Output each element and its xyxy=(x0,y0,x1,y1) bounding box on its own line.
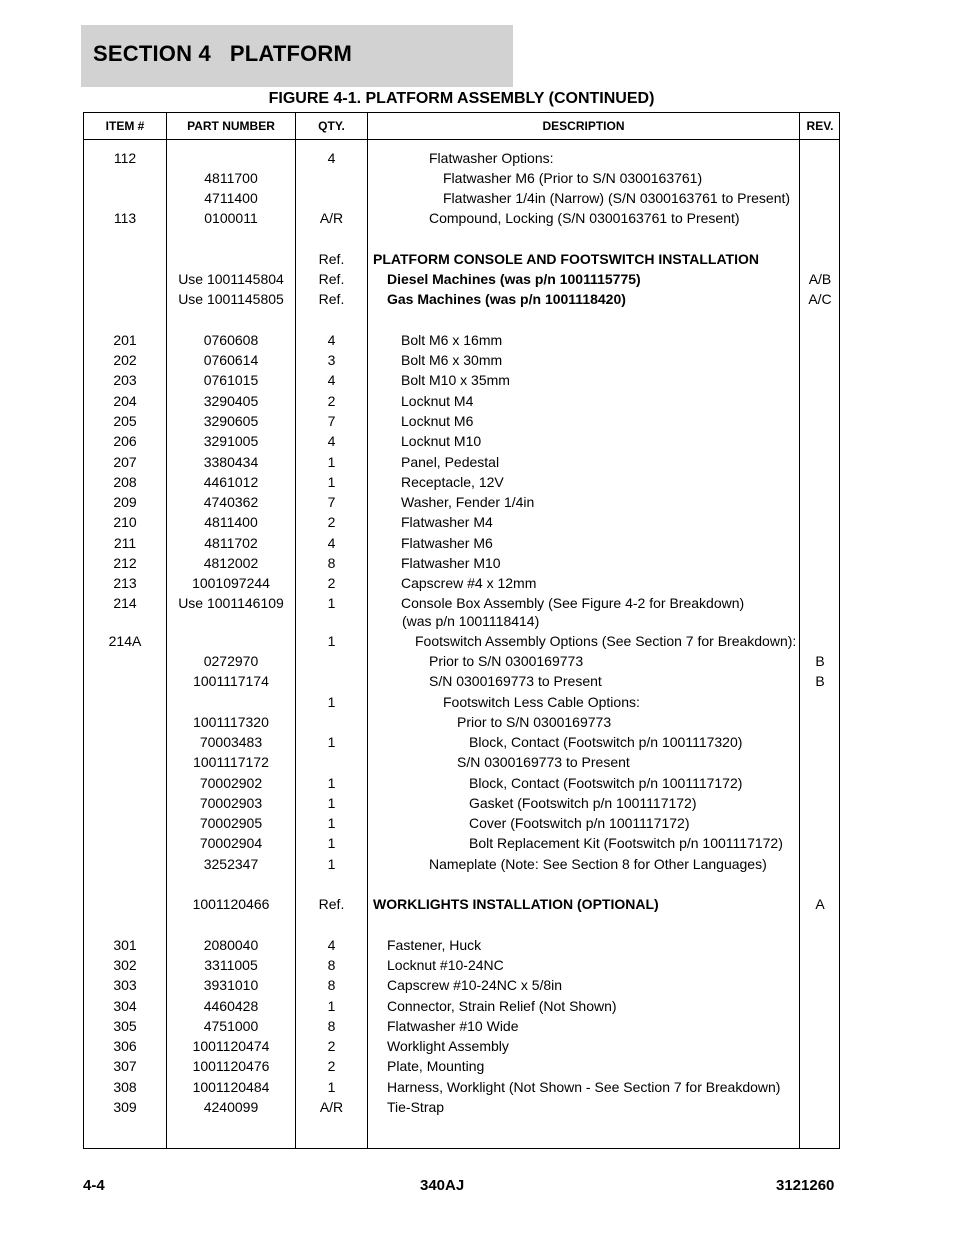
quantity: 2 xyxy=(327,514,336,530)
quantity: 1 xyxy=(327,835,336,851)
table-row xyxy=(84,936,839,955)
header-divider xyxy=(84,139,839,140)
quantity: 1 xyxy=(327,856,336,872)
description: S/N 0300169773 to Present xyxy=(457,754,630,770)
quantity: 1 xyxy=(327,815,336,831)
description: Locknut #10-24NC xyxy=(387,957,504,973)
item-number: 304 xyxy=(113,998,137,1014)
quantity: 8 xyxy=(327,555,336,571)
column-header-part-number: PART NUMBER xyxy=(187,119,275,133)
revision: A/B xyxy=(808,271,832,287)
description: Connector, Strain Relief (Not Shown) xyxy=(387,998,617,1014)
table-row xyxy=(84,1078,839,1097)
part-number: 4811700 xyxy=(204,170,258,186)
part-number: Use 1001146109 xyxy=(178,595,284,611)
description: Prior to S/N 0300169773 xyxy=(429,653,584,669)
figure-title: FIGURE 4-1. PLATFORM ASSEMBLY (CONTINUED) xyxy=(268,90,655,107)
description: Bolt Replacement Kit (Footswitch p/n 1001117172) xyxy=(469,835,783,851)
table-row xyxy=(84,290,839,309)
part-number: 0100011 xyxy=(204,210,258,226)
description: PLATFORM CONSOLE AND FOOTSWITCH INSTALLATION xyxy=(373,251,759,267)
parts-table xyxy=(83,112,840,1149)
quantity: 1 xyxy=(327,633,336,649)
page-number: 4-4 xyxy=(83,1177,105,1194)
item-number: 208 xyxy=(113,474,137,490)
quantity: Ref. xyxy=(318,251,345,267)
column-header-rev: REV. xyxy=(806,119,834,133)
quantity: 4 xyxy=(327,535,336,551)
quantity: 4 xyxy=(327,372,336,388)
item-number: 204 xyxy=(113,393,137,409)
table-row xyxy=(84,189,839,208)
part-number: 0761015 xyxy=(203,372,259,388)
table-row xyxy=(84,652,839,671)
table-row xyxy=(84,473,839,492)
revision: B xyxy=(815,673,825,689)
part-number: 1001117174 xyxy=(193,673,269,689)
table-row xyxy=(84,453,839,472)
item-number: 212 xyxy=(113,555,137,571)
quantity: Ref. xyxy=(318,271,345,287)
table-row xyxy=(84,774,839,793)
part-number: 4812002 xyxy=(203,555,259,571)
part-number: 3311005 xyxy=(204,957,258,973)
item-number: 302 xyxy=(113,957,137,973)
table-row xyxy=(84,534,839,553)
table-row xyxy=(84,574,839,593)
item-number: 214 xyxy=(113,595,137,611)
part-number: 0272970 xyxy=(203,653,259,669)
description: Flatwasher 1/4in (Narrow) (S/N 0300163761 to Present) xyxy=(443,190,791,206)
table-row xyxy=(84,270,839,289)
part-number: 1001120466 xyxy=(192,896,270,912)
quantity: 2 xyxy=(327,1058,336,1074)
table-row xyxy=(84,753,839,772)
description: Flatwasher M4 xyxy=(401,514,493,530)
item-number: 201 xyxy=(113,332,137,348)
part-number: 70002902 xyxy=(199,775,263,791)
item-number: 211 xyxy=(113,535,137,551)
quantity: 4 xyxy=(327,332,336,348)
description: Bolt M10 x 35mm xyxy=(401,372,510,388)
description: Cover (Footswitch p/n 1001117172) xyxy=(469,815,690,831)
description: Capscrew #4 x 12mm xyxy=(401,575,537,591)
item-number: 305 xyxy=(113,1018,137,1034)
item-number: 113 xyxy=(113,210,137,226)
table-row xyxy=(84,209,839,228)
quantity: 1 xyxy=(327,734,336,750)
quantity: 1 xyxy=(327,474,336,490)
table-row xyxy=(84,371,839,390)
quantity: 4 xyxy=(327,150,336,166)
item-number: 210 xyxy=(113,514,137,530)
description: Flatwasher M6 xyxy=(401,535,493,551)
part-number: 4240099 xyxy=(203,1099,259,1115)
description: Footswitch Assembly Options (See Section 7 for Breakdown): xyxy=(415,633,797,649)
quantity: 1 xyxy=(327,775,336,791)
table-row xyxy=(84,331,839,350)
part-number: 3931010 xyxy=(203,977,259,993)
table-row xyxy=(84,412,839,431)
quantity: 1 xyxy=(327,595,336,611)
quantity: 4 xyxy=(327,937,336,953)
table-row xyxy=(84,250,839,269)
part-number: 4740362 xyxy=(203,494,259,510)
table-row xyxy=(84,997,839,1016)
quantity: 1 xyxy=(327,454,336,470)
table-row xyxy=(84,713,839,732)
document-number: 3121260 xyxy=(776,1177,835,1194)
part-number: 70002905 xyxy=(199,815,263,831)
description: Flatwasher Options: xyxy=(429,150,554,166)
item-number: 303 xyxy=(113,977,137,993)
description: Flatwasher M6 (Prior to S/N 0300163761) xyxy=(443,170,703,186)
quantity: 4 xyxy=(327,433,336,449)
table-row xyxy=(84,1017,839,1036)
part-number: 4811702 xyxy=(204,535,258,551)
description: Washer, Fender 1/4in xyxy=(401,494,535,510)
revision: A/C xyxy=(808,291,832,307)
description: Receptacle, 12V xyxy=(401,474,504,490)
table-row xyxy=(84,895,839,914)
description: Fastener, Huck xyxy=(387,937,482,953)
quantity: Ref. xyxy=(318,291,345,307)
quantity: 1 xyxy=(327,694,336,710)
item-number: 202 xyxy=(113,352,137,368)
quantity: A/R xyxy=(319,1099,344,1115)
item-number: 213 xyxy=(113,575,137,591)
table-row xyxy=(84,1098,839,1117)
table-row xyxy=(84,432,839,451)
description: Prior to S/N 0300169773 xyxy=(457,714,612,730)
table-row xyxy=(84,1037,839,1056)
description: Worklight Assembly xyxy=(387,1038,509,1054)
model-name: 340AJ xyxy=(420,1177,465,1194)
part-number: 4711400 xyxy=(204,190,258,206)
description: Flatwasher M10 xyxy=(401,555,501,571)
quantity: 2 xyxy=(327,575,336,591)
quantity: 1 xyxy=(327,1079,336,1095)
quantity: 1 xyxy=(327,795,336,811)
quantity: 2 xyxy=(327,1038,336,1054)
table-row xyxy=(84,594,839,629)
table-row xyxy=(84,956,839,975)
table-row xyxy=(84,794,839,813)
description: Console Box Assembly (See Figure 4-2 for Breakdown) xyxy=(401,595,745,611)
table-row xyxy=(84,632,839,651)
item-number: 209 xyxy=(113,494,137,510)
description: Harness, Worklight (Not Shown - See Section 7 for Breakdown) xyxy=(387,1079,781,1095)
part-number: 3290405 xyxy=(203,393,259,409)
quantity: 8 xyxy=(327,1018,336,1034)
quantity: 8 xyxy=(327,957,336,973)
item-number: 308 xyxy=(113,1079,137,1095)
description: Panel, Pedestal xyxy=(401,454,500,470)
quantity: 7 xyxy=(327,413,336,429)
description: Gasket (Footswitch p/n 1001117172) xyxy=(469,795,697,811)
part-number: 1001117172 xyxy=(193,754,269,770)
part-number: 3380434 xyxy=(203,454,259,470)
item-number: 214A xyxy=(108,633,142,649)
column-header-item: ITEM # xyxy=(105,119,145,133)
quantity: Ref. xyxy=(318,896,345,912)
table-row xyxy=(84,169,839,188)
item-number: 309 xyxy=(113,1099,137,1115)
quantity: A/R xyxy=(319,210,344,226)
description: Block, Contact (Footswitch p/n 1001117172) xyxy=(469,775,743,791)
section-title: SECTION 4 PLATFORM xyxy=(93,41,353,66)
description: Locknut M4 xyxy=(401,393,474,409)
quantity: 2 xyxy=(327,393,336,409)
item-number: 203 xyxy=(113,372,137,388)
table-row xyxy=(84,672,839,691)
description: WORKLIGHTS INSTALLATION (OPTIONAL) xyxy=(373,896,659,912)
part-number: 4461012 xyxy=(203,474,259,490)
table-row xyxy=(84,976,839,995)
description: Plate, Mounting xyxy=(387,1058,485,1074)
item-number: 306 xyxy=(113,1038,137,1054)
part-number: 1001117320 xyxy=(193,714,269,730)
description: S/N 0300169773 to Present xyxy=(429,673,602,689)
table-row xyxy=(84,814,839,833)
item-number: 307 xyxy=(113,1058,137,1074)
description: Locknut M6 xyxy=(401,413,474,429)
table-row xyxy=(84,733,839,752)
part-number: 4751000 xyxy=(203,1018,259,1034)
quantity: 8 xyxy=(327,977,336,993)
table-row xyxy=(84,392,839,411)
description: Block, Contact (Footswitch p/n 1001117320) xyxy=(469,734,743,750)
description: Compound, Locking (S/N 0300163761 to Present) xyxy=(429,210,740,226)
description: Locknut M10 xyxy=(401,433,482,449)
description: Diesel Machines (was p/n 1001115775) xyxy=(387,271,641,287)
table-row xyxy=(84,149,839,168)
quantity: 7 xyxy=(327,494,336,510)
description: Bolt M6 x 16mm xyxy=(401,332,503,348)
table-row xyxy=(84,351,839,370)
part-number: 70002904 xyxy=(199,835,263,851)
table-row xyxy=(84,855,839,874)
part-number: 1001097244 xyxy=(192,575,270,591)
column-header-qty: QTY. xyxy=(318,119,345,133)
part-number: Use 1001145804 xyxy=(178,271,284,287)
item-number: 205 xyxy=(113,413,137,429)
item-number: 112 xyxy=(113,150,137,166)
part-number: 3252347 xyxy=(203,856,259,872)
description-continuation: (was p/n 1001118414) xyxy=(402,613,540,629)
part-number: 4460428 xyxy=(203,998,259,1014)
revision: B xyxy=(815,653,825,669)
part-number: Use 1001145805 xyxy=(178,291,284,307)
part-number: 0760614 xyxy=(203,352,259,368)
part-number: 1001120476 xyxy=(192,1058,270,1074)
column-header-description: DESCRIPTION xyxy=(542,119,625,133)
description: Bolt M6 x 30mm xyxy=(401,352,503,368)
item-number: 301 xyxy=(113,937,137,953)
part-number: 3290605 xyxy=(203,413,259,429)
part-number: 4811400 xyxy=(204,514,258,530)
quantity: 3 xyxy=(327,352,336,368)
description: Nameplate (Note: See Section 8 for Other Languages) xyxy=(429,856,767,872)
table-row xyxy=(84,513,839,532)
description: Gas Machines (was p/n 1001118420) xyxy=(387,291,626,307)
table-row xyxy=(84,493,839,512)
part-number: 2080040 xyxy=(203,937,259,953)
part-number: 0760608 xyxy=(203,332,259,348)
part-number: 70003483 xyxy=(199,734,263,750)
table-row xyxy=(84,834,839,853)
description: Capscrew #10-24NC x 5/8in xyxy=(387,977,563,993)
revision: A xyxy=(815,896,825,912)
item-number: 206 xyxy=(113,433,137,449)
description: Footswitch Less Cable Options: xyxy=(443,694,640,710)
item-number: 207 xyxy=(113,454,137,470)
table-row xyxy=(84,554,839,573)
table-row xyxy=(84,693,839,712)
table-row xyxy=(84,1057,839,1076)
part-number: 3291005 xyxy=(203,433,259,449)
section-header xyxy=(81,25,513,87)
part-number: 1001120484 xyxy=(192,1079,270,1095)
quantity: 1 xyxy=(327,998,336,1014)
part-number: 70002903 xyxy=(199,795,263,811)
part-number: 1001120474 xyxy=(192,1038,270,1054)
description: Flatwasher #10 Wide xyxy=(387,1018,519,1034)
description: Tie-Strap xyxy=(387,1099,445,1115)
